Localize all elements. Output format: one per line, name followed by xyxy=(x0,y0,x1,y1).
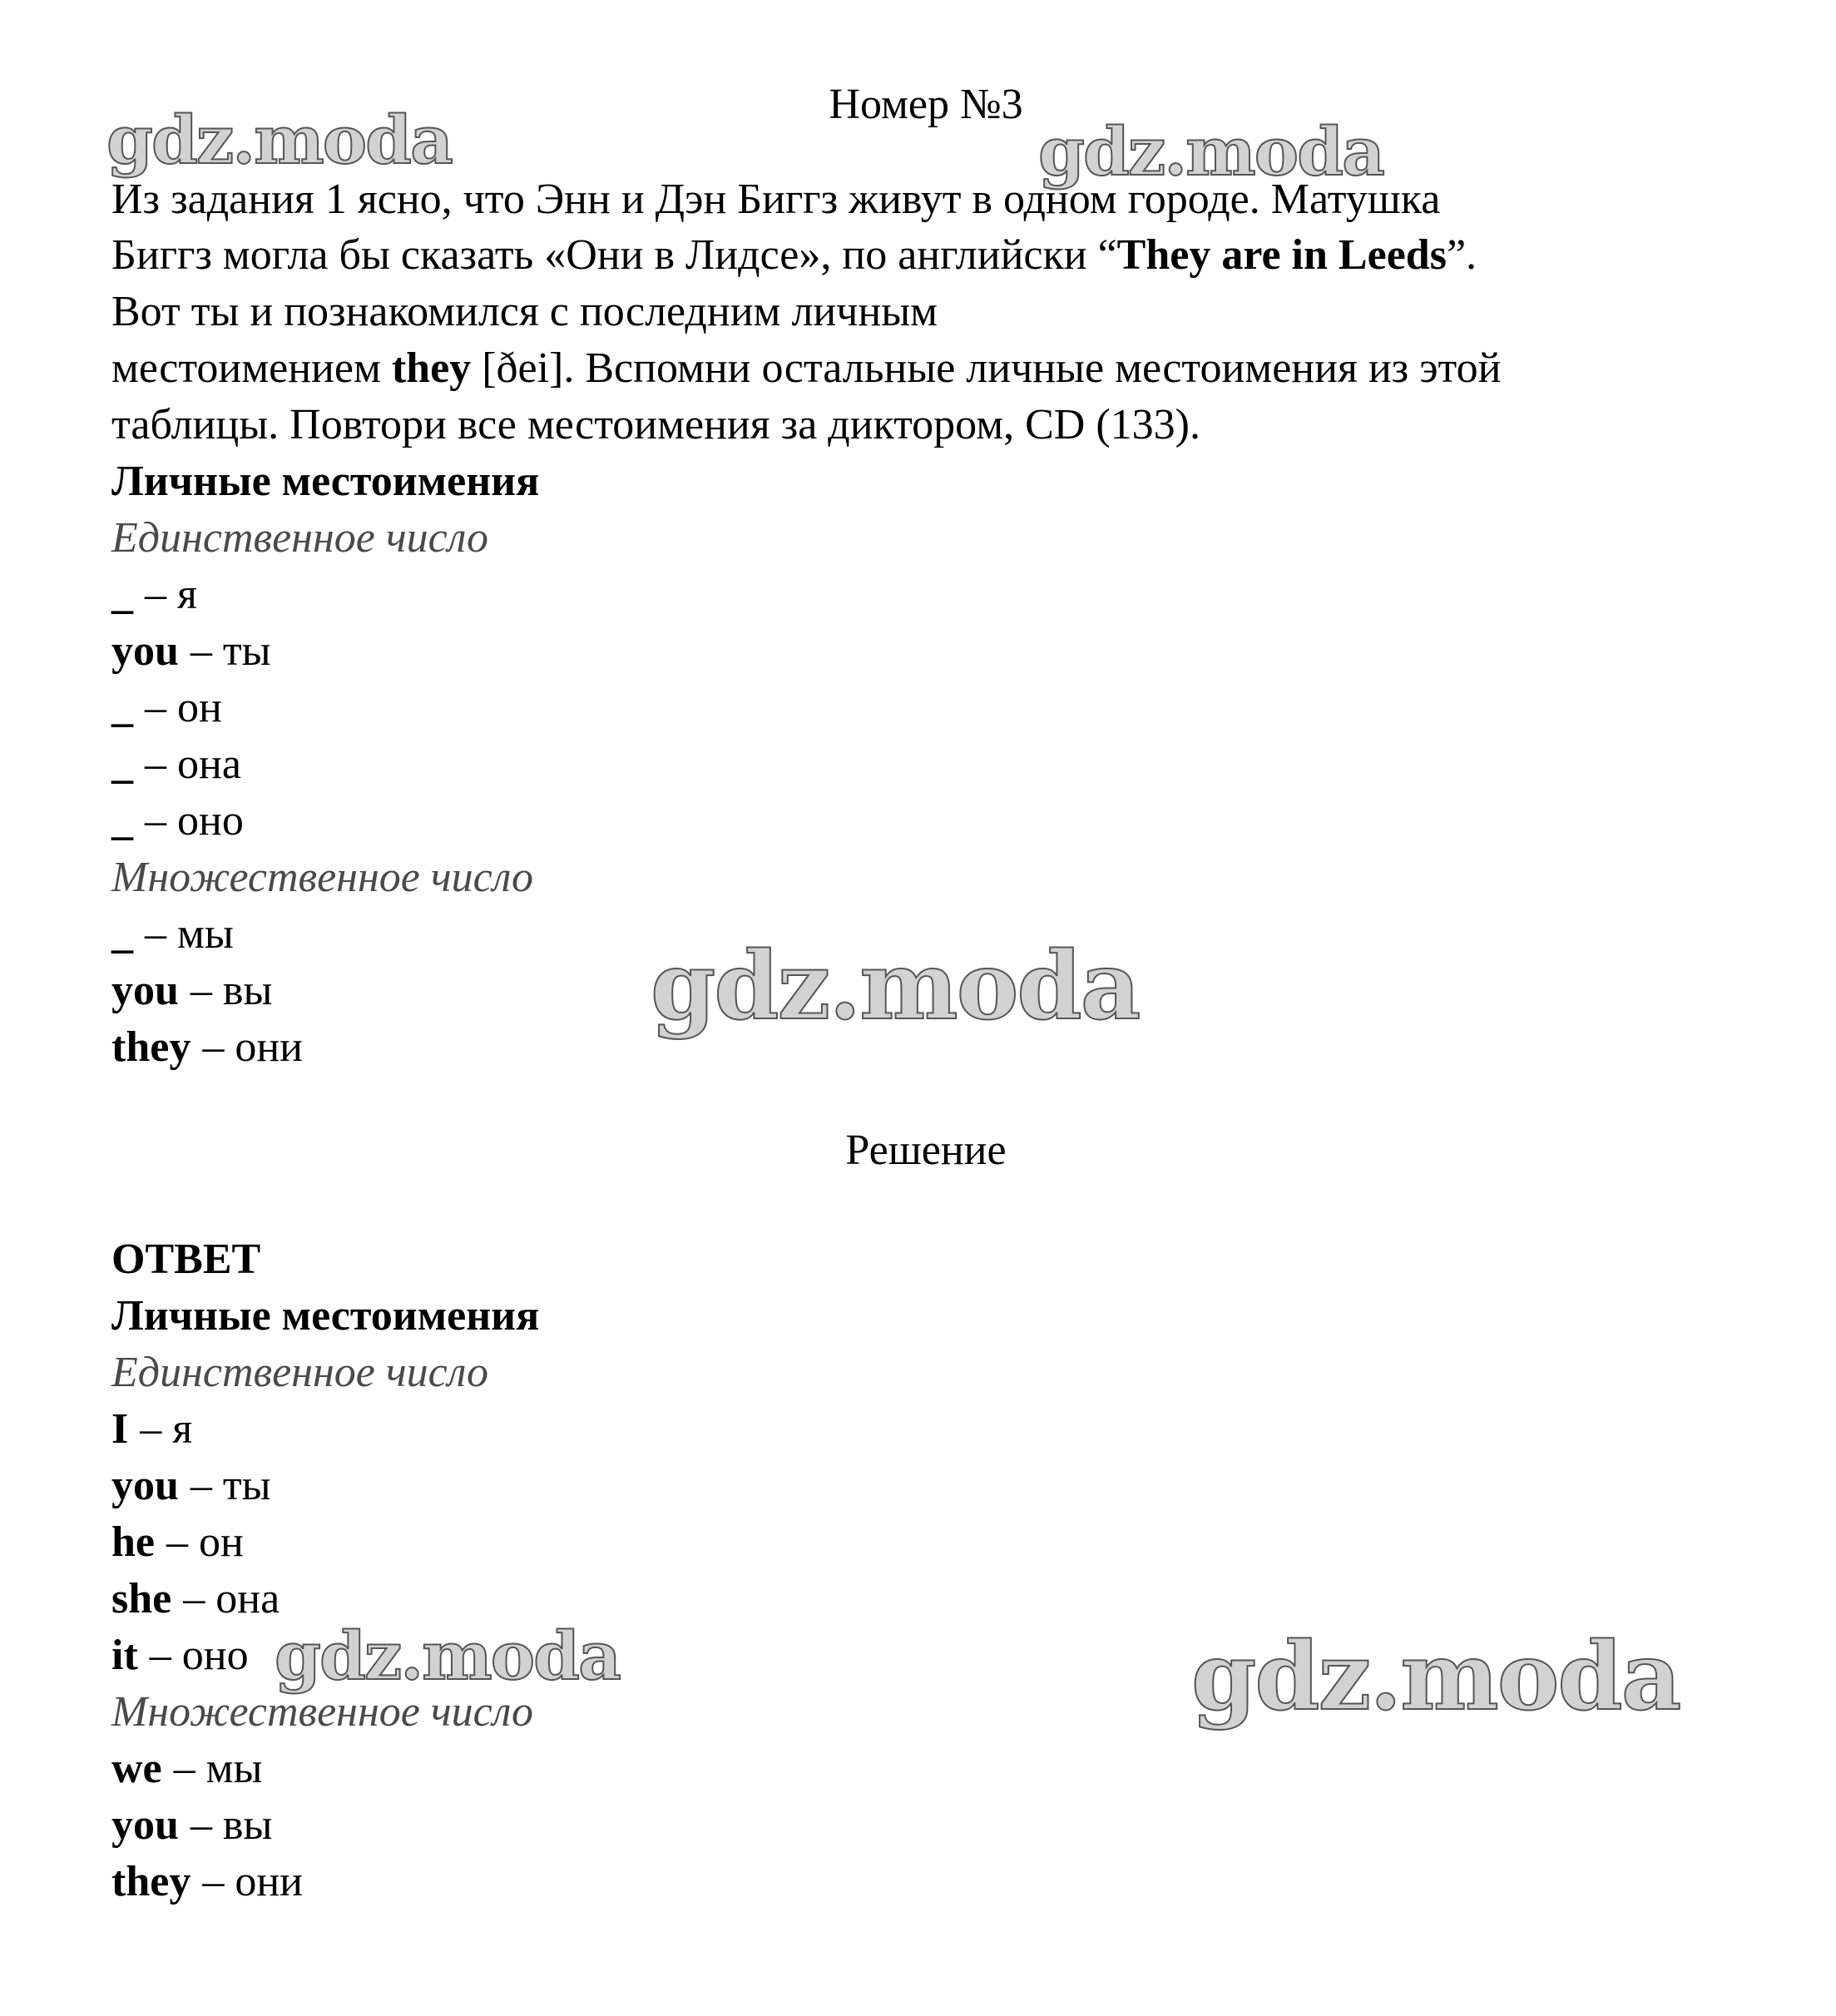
answer-table-title: Личные местоимения xyxy=(111,1292,540,1340)
answer-singular-row: it – оно xyxy=(111,1632,249,1679)
solution-heading: Решение xyxy=(845,1127,1007,1174)
task-plural-label: Множественное число xyxy=(111,854,534,901)
task-text-line-3: Вот ты и познакомился с последним личным xyxy=(111,288,938,335)
watermark-logo: gdz.moda xyxy=(275,1617,620,1695)
page-title: Номер №3 xyxy=(829,81,1023,128)
task-text-line-1: Из задания 1 ясно, что Энн и Дэн Биггз живут в одном городе. Матушка xyxy=(111,176,1441,223)
task-singular-row: _ – он xyxy=(111,684,222,731)
watermark-logo: gdz.moda xyxy=(651,932,1140,1041)
task-singular-row: you – ты xyxy=(111,627,271,675)
answer-singular-row: you – ты xyxy=(111,1462,271,1509)
task-singular-row: _ – я xyxy=(111,571,197,618)
task-plural-row: they – они xyxy=(111,1023,303,1071)
task-singular-row: _ – оно xyxy=(111,797,244,845)
answer-singular-row: he – он xyxy=(111,1518,244,1566)
task-singular-row: _ – она xyxy=(111,741,241,788)
answer-plural-row: you – вы xyxy=(111,1801,273,1849)
answer-singular-row: she – она xyxy=(111,1575,280,1622)
answer-plural-label: Множественное число xyxy=(111,1688,534,1736)
pronoun-they: they xyxy=(391,344,472,392)
task-table-title: Личные местоимения xyxy=(111,458,540,505)
task-plural-row: _ – мы xyxy=(111,910,234,958)
watermark-logo: gdz.moda xyxy=(106,101,452,179)
answer-singular-row: I – я xyxy=(111,1405,193,1453)
answer-plural-row: we – мы xyxy=(111,1745,263,1792)
watermark-logo: gdz.moda xyxy=(1038,112,1383,191)
answer-plural-row: they – они xyxy=(111,1858,303,1905)
watermark-logo: gdz.moda xyxy=(1191,1622,1680,1731)
task-text-line-5: таблицы. Повтори все местоимения за диктором, CD (133). xyxy=(111,401,1200,448)
example-sentence: They are in Leeds xyxy=(1116,231,1447,279)
answer-label: ОТВЕТ xyxy=(111,1236,261,1283)
task-text-line-2: Биггз могла бы сказать «Они в Лидсе», по английски “They are in Leeds”. xyxy=(111,231,1477,279)
task-text-line-4: местоимением they [ðei]. Вспомни остальные личные местоимения из этой xyxy=(111,344,1502,392)
task-singular-label: Единственное число xyxy=(111,514,489,562)
task-plural-row: you – вы xyxy=(111,967,273,1014)
answer-singular-label: Единственное число xyxy=(111,1349,489,1396)
